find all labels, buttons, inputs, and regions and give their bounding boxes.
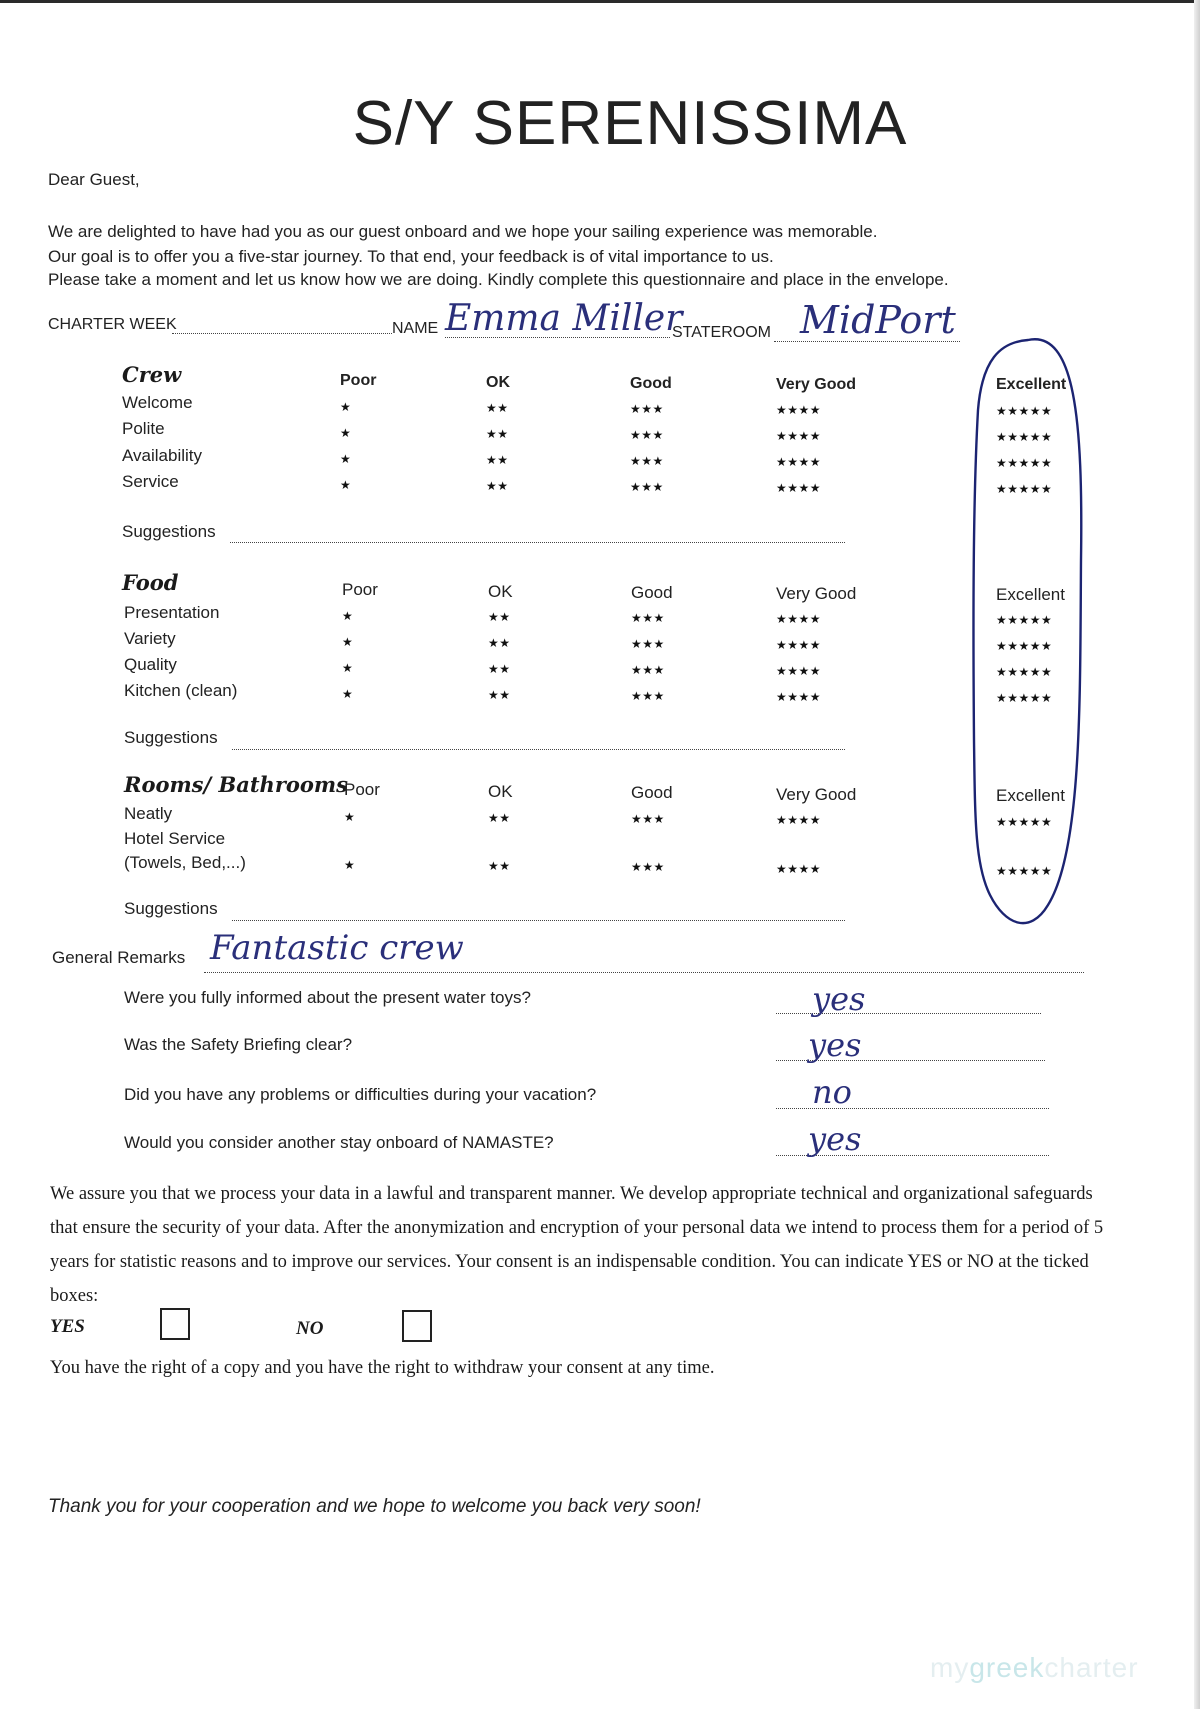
rating-2-star[interactable]: ★★ xyxy=(486,453,509,467)
rating-3-star[interactable]: ★★★ xyxy=(631,663,665,677)
rating-4-star[interactable]: ★★★★ xyxy=(776,638,822,652)
rating-1-star[interactable]: ★ xyxy=(344,858,356,872)
rooms-col-good: Good xyxy=(631,783,673,802)
rating-1-star[interactable]: ★ xyxy=(340,478,352,492)
consent-no-label: NO xyxy=(296,1318,324,1339)
consent-no-checkbox[interactable] xyxy=(402,1310,432,1342)
crew-col-ok: OK xyxy=(486,374,510,391)
watermark-left: my xyxy=(930,1652,970,1683)
rating-1-star[interactable]: ★ xyxy=(340,452,352,466)
answer-problems: no xyxy=(812,1073,852,1111)
crew-item-service: Service xyxy=(122,472,179,491)
rating-2-star[interactable]: ★★ xyxy=(486,401,509,415)
crew-item-welcome: Welcome xyxy=(122,393,193,412)
rating-4-star[interactable]: ★★★★ xyxy=(776,664,822,678)
rating-1-star[interactable]: ★ xyxy=(344,810,356,824)
question-safety-briefing: Was the Safety Briefing clear? xyxy=(124,1035,353,1054)
crew-item-availability: Availability xyxy=(122,446,203,465)
intro-line-3: Please take a moment and let us know how we are doing. Kindly complete this questionnaire and place in the envelope. xyxy=(48,270,949,289)
rooms-item-hotel-service: Hotel Service xyxy=(124,829,226,848)
consent-text: We assure you that we process your data in a lawful and transparent manner. We develop appropriate technical and organizational safeguards that ensure the security of your data. After the anonymization and encryption of your personal data we intend to process them for a period of 5 years for statistic reasons and to improve our services. Your consent is an indispensable condition. You can indicate YES or NO at the ticked boxes: xyxy=(50,1184,1104,1306)
rating-2-star[interactable]: ★★ xyxy=(488,688,511,702)
watermark-brand: greek xyxy=(969,1652,1045,1683)
greeting: Dear Guest, xyxy=(48,170,140,189)
rating-4-star[interactable]: ★★★★ xyxy=(776,455,822,469)
rooms-col-poor: Poor xyxy=(344,780,380,799)
crew-col-very-good: Very Good xyxy=(776,376,857,393)
food-item-presentation: Presentation xyxy=(124,603,220,622)
rating-5-star[interactable]: ★★★★★ xyxy=(996,864,1053,878)
rating-4-star[interactable]: ★★★★ xyxy=(776,690,822,704)
rooms-col-excellent: Excellent xyxy=(996,786,1065,805)
mygreekcharter-watermark xyxy=(930,1652,1139,1684)
rating-1-star[interactable]: ★ xyxy=(342,635,354,649)
rating-1-star[interactable]: ★ xyxy=(342,609,354,623)
name-label: NAME xyxy=(392,320,439,337)
rooms-suggestions-label: Suggestions xyxy=(124,899,218,918)
rating-5-star[interactable]: ★★★★★ xyxy=(996,482,1053,496)
rating-3-star[interactable]: ★★★ xyxy=(630,454,664,468)
food-item-kitchen: Kitchen (clean) xyxy=(124,681,238,700)
consent-rights: You have the right of a copy and you have the right to withdraw your consent at any time. xyxy=(50,1358,715,1378)
rating-3-star[interactable]: ★★★ xyxy=(630,428,664,442)
rooms-item-neatly: Neatly xyxy=(124,804,173,823)
intro-line-2: Our goal is to offer you a five-star journey. To that end, your feedback is of vital importance to us. xyxy=(48,247,774,266)
rating-2-star[interactable]: ★★ xyxy=(488,811,511,825)
rating-4-star[interactable]: ★★★★ xyxy=(776,612,822,626)
rating-4-star[interactable]: ★★★★ xyxy=(776,403,822,417)
food-col-good: Good xyxy=(631,583,673,602)
crew-suggestions-label: Suggestions xyxy=(122,522,216,541)
rooms-item-towels-bed: (Towels, Bed,...) xyxy=(124,853,246,872)
answer-safety-briefing: yes xyxy=(808,1026,862,1064)
rating-2-star[interactable]: ★★ xyxy=(488,859,511,873)
rating-5-star[interactable]: ★★★★★ xyxy=(996,404,1053,418)
rating-2-star[interactable]: ★★ xyxy=(488,610,511,624)
name-value: Emma Miller xyxy=(445,298,683,339)
rating-4-star[interactable]: ★★★★ xyxy=(776,429,822,443)
question-water-toys: Were you fully informed about the present water toys? xyxy=(124,988,531,1007)
rating-4-star[interactable]: ★★★★ xyxy=(776,481,822,495)
crew-item-polite: Polite xyxy=(122,419,165,438)
consent-yes-label: YES xyxy=(50,1316,85,1337)
stateroom-label: STATEROOM xyxy=(672,324,771,341)
general-remarks-field[interactable] xyxy=(204,972,1084,973)
food-suggestions-label: Suggestions xyxy=(124,728,218,747)
rooms-col-ok: OK xyxy=(488,782,513,801)
section-title-crew: Crew xyxy=(122,362,182,387)
page-title: S/Y SERENISSIMA xyxy=(352,89,908,158)
intro-line-1: We are delighted to have had you as our guest onboard and we hope your sailing experience was memorable. xyxy=(48,222,878,241)
crew-col-poor: Poor xyxy=(340,372,377,389)
general-remarks-value: Fantastic crew xyxy=(210,928,464,968)
food-col-ok: OK xyxy=(488,582,513,601)
food-col-very-good: Very Good xyxy=(776,584,857,603)
rating-1-star[interactable]: ★ xyxy=(340,400,352,414)
rating-2-star[interactable]: ★★ xyxy=(488,636,511,650)
general-remarks-label: General Remarks xyxy=(52,948,186,967)
food-item-quality: Quality xyxy=(124,655,177,674)
consent-yes-checkbox[interactable] xyxy=(160,1308,190,1340)
rating-5-star[interactable]: ★★★★★ xyxy=(996,613,1053,627)
rating-3-star[interactable]: ★★★ xyxy=(631,611,665,625)
rating-5-star[interactable]: ★★★★★ xyxy=(996,456,1053,470)
closing-message: Thank you for your cooperation and we hope to welcome you back very soon! xyxy=(48,1496,701,1517)
rating-2-star[interactable]: ★★ xyxy=(488,662,511,676)
section-title-rooms: Rooms/ Bathrooms xyxy=(124,772,348,797)
rating-5-star[interactable]: ★★★★★ xyxy=(996,430,1053,444)
rating-3-star[interactable]: ★★★ xyxy=(631,689,665,703)
section-title-food: Food xyxy=(122,570,179,595)
rating-4-star[interactable]: ★★★★ xyxy=(776,862,822,876)
rating-1-star[interactable]: ★ xyxy=(342,687,354,701)
charter-week-label: CHARTER WEEK xyxy=(48,316,177,333)
rating-5-star[interactable]: ★★★★★ xyxy=(996,665,1053,679)
rating-4-star[interactable]: ★★★★ xyxy=(776,813,822,827)
question-another-stay: Would you consider another stay onboard of NAMASTE? xyxy=(124,1133,554,1152)
food-col-excellent: Excellent xyxy=(996,585,1065,604)
crew-col-excellent: Excellent xyxy=(996,376,1067,393)
rating-5-star[interactable]: ★★★★★ xyxy=(996,691,1053,705)
rating-5-star[interactable]: ★★★★★ xyxy=(996,639,1053,653)
rating-3-star[interactable]: ★★★ xyxy=(631,860,665,874)
rooms-col-very-good: Very Good xyxy=(776,785,857,804)
answer-another-stay: yes xyxy=(808,1120,862,1158)
food-col-poor: Poor xyxy=(342,580,378,599)
food-item-variety: Variety xyxy=(124,629,176,648)
rating-5-star[interactable]: ★★★★★ xyxy=(996,815,1053,829)
rating-2-star[interactable]: ★★ xyxy=(486,479,509,493)
stateroom-value: MidPort xyxy=(800,298,956,342)
rating-1-star[interactable]: ★ xyxy=(340,426,352,440)
rating-2-star[interactable]: ★★ xyxy=(486,427,509,441)
answer-water-toys: yes xyxy=(812,980,866,1018)
rating-3-star[interactable]: ★★★ xyxy=(631,637,665,651)
rating-3-star[interactable]: ★★★ xyxy=(630,480,664,494)
watermark-right: charter xyxy=(1044,1652,1139,1683)
rating-3-star[interactable]: ★★★ xyxy=(631,812,665,826)
rating-3-star[interactable]: ★★★ xyxy=(630,402,664,416)
question-problems: Did you have any problems or difficulties during your vacation? xyxy=(124,1085,597,1104)
crew-col-good: Good xyxy=(630,375,672,392)
rating-1-star[interactable]: ★ xyxy=(342,661,354,675)
